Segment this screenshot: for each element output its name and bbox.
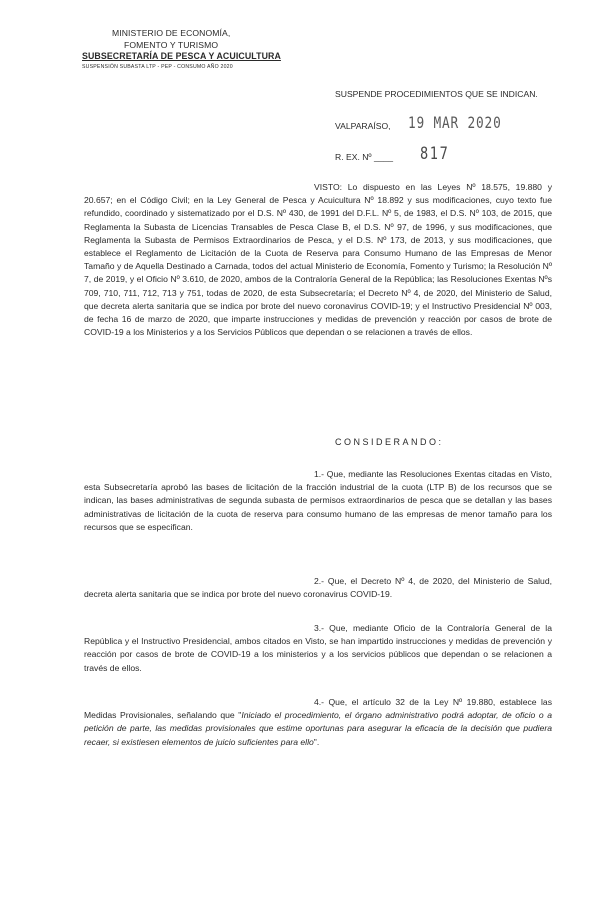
considerando-4-quote: Iniciado el procedimiento, el órgano administrativo podrá adoptar, de oficio o a petición de parte, las medidas provisionales que estime oportunas para asegurar la eficacia de la decisión que pudiera recaer, si existiesen elementos de juicio suficientes para ello — [84, 710, 552, 747]
considerando-1 — [84, 468, 552, 534]
considerando-3 — [84, 622, 552, 675]
document-reference: SUSPENSIÓN SUBASTA LTP - PEP - CONSUMO AÑO 2020 — [82, 63, 233, 70]
undersecretary-name: SUBSECRETARÍA DE PESCA Y ACUICULTURA — [82, 51, 281, 61]
resolution-label: R. EX. Nº ____ — [335, 152, 394, 162]
considerando-1-text: 1.- Que, mediante las Resoluciones Exentas citadas en Visto, esta Subsecretaría aprobó las bases de licitación de la fracción industrial de la cuota (LTP B) de los recursos que se indican, las bases administrativas de segunda subasta de permisos extraordinarios de pesca que se detallan y las bases administrativas de licitación de la cuota de reserva para consumo humano de las empresas de menor tamaño para los recursos que se especifican. — [84, 469, 552, 532]
considerando-3-text: 3.- Que, mediante Oficio de la Contraloría General de la República y el Instructivo Presidencial, ambos citados en Visto, se han impartido instrucciones y medidas de prevención y reacción por casos de brote de COVID-19 a los ministerios y a los servicios públicos que dependan o se relacionen a través de ellos. — [84, 623, 552, 673]
considerando-4-end: ". — [313, 736, 320, 747]
ministry-name-2: FOMENTO Y TURISMO — [124, 39, 219, 50]
resolution-label-text: R. EX. Nº — [335, 152, 372, 162]
visto-text: VISTO: Lo dispuesto en las Leyes Nº 18.575, 19.880 y 20.657; en el Código Civil; en la Ley General de Pesca y Acuicultura Nº 18.892 y sus modificaciones, cuyo texto fue refundido, coordinado y sistematizado por el D.S. Nº 430, de 1991 del D.F.L. Nº 5, de 1983, el D.S. Nº 103, de 2015, que Reglamenta la Subasta de Licencias Transables de Pesca Clase B, el D.S. Nº 97, de 1996, y sus modificaciones, que Reglamenta la Subasta de Permisos Extraordinarios de Pesca, y el D.S. Nº 173, de 2013, y sus modificaciones, que establece el Reglamento de Licitación de la Cuota de Reserva para Consumo Humano de las Empresas de Menor Tamaño y de Aquella Destinado a Carnada, todos del actual Ministerio de Economía, Fomento y Turismo; la Resolución Nº 7, de 2019, y el Oficio Nº 3.610, de 2020, ambos de la Contraloría General de la República; las Resoluciones Exentas Nºs 709, 710, 711, 712, 713 y 751, todas de 2020, de esta Subsecretaría; el Decreto Nº 4, de 2020, del Ministerio de Salud, que decreta alerta sanitaria que se indica por brote del nuevo coronavirus COVID-19; y el Instructivo Presidencial Nº 003, de fecha 16 de marzo de 2020, que imparte instrucciones y medidas de prevención y reacción por casos de brote de COVID-19 a los Ministerios y a los Servicios Públicos que dependan o se relacionen a través de ellos. — [84, 182, 552, 338]
considerando-2-text: 2.- Que, el Decreto Nº 4, de 2020, del Ministerio de Salud, decreta alerta sanitaria que se indica por brote del nuevo coronavirus COVID-19. — [84, 576, 552, 600]
visto-paragraph — [84, 181, 552, 339]
considerando-2 — [84, 575, 552, 601]
date-stamp: 19 MAR 2020 — [408, 113, 502, 132]
considerando-4-plain: 4.- Que, el artículo 32 de la Ley Nº 19.880, establece las Medidas Provisionales, señalando que " — [84, 697, 552, 721]
considerando-heading: CONSIDERANDO: — [335, 437, 444, 447]
subject-line: SUSPENDE PROCEDIMIENTOS QUE SE INDICAN. — [335, 89, 538, 99]
ministry-name: MINISTERIO DE ECONOMÍA, — [112, 28, 231, 38]
resolution-number-stamp: 817 — [420, 144, 450, 164]
considerando-4-text — [84, 696, 552, 749]
letterhead — [82, 28, 302, 71]
place-label: VALPARAÍSO, — [335, 121, 391, 131]
considerando-4 — [84, 696, 552, 749]
